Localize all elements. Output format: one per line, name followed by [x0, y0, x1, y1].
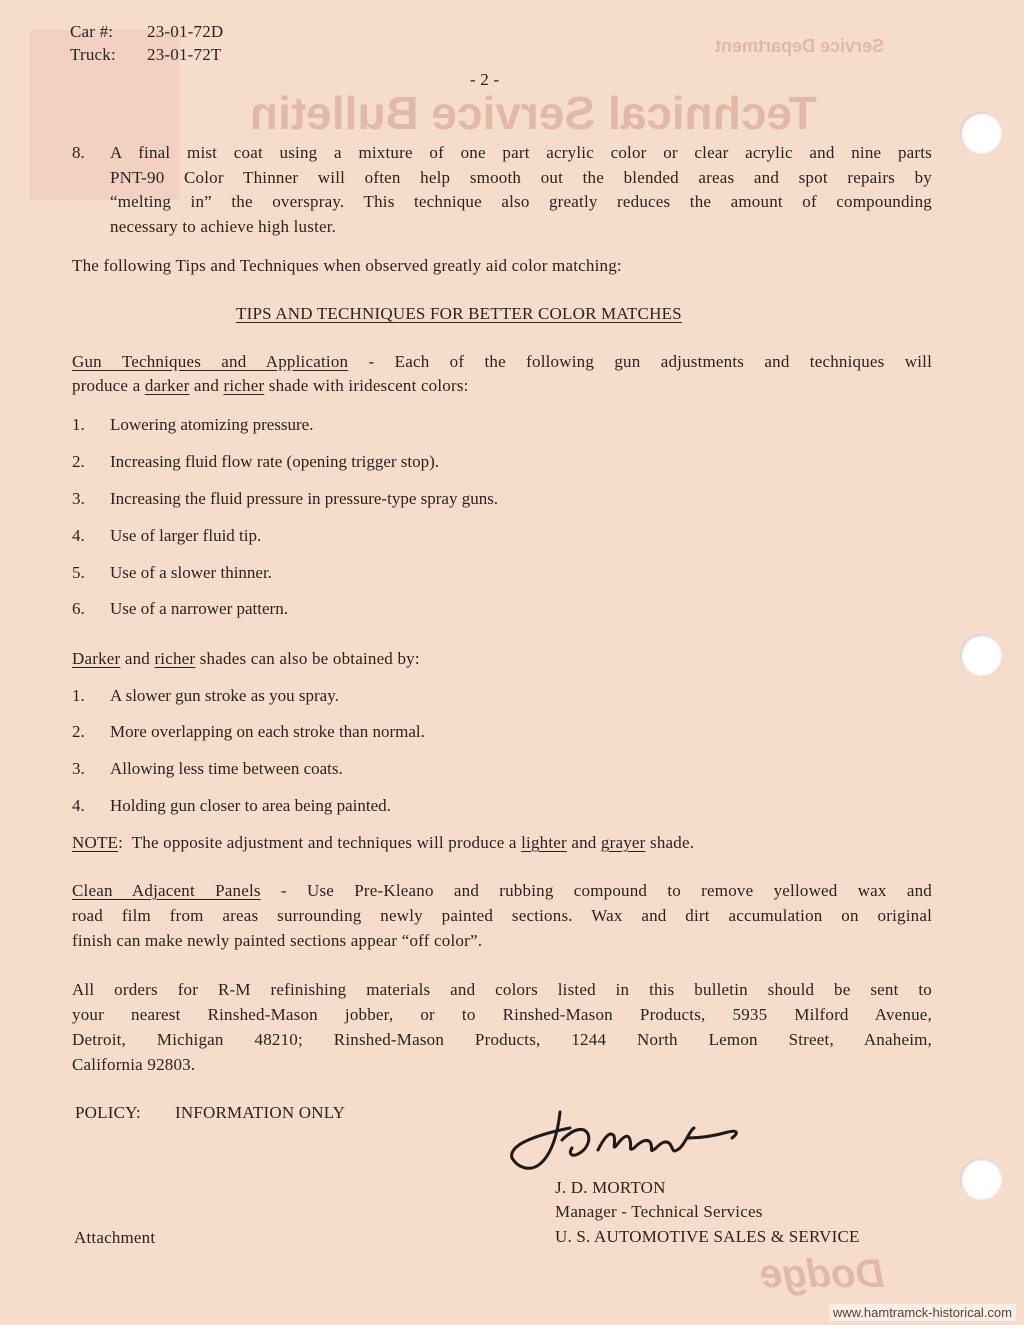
site-watermark: www.hamtramck-historical.com	[829, 1304, 1016, 1321]
darker-item-text: A slower gun stroke as you spray.	[110, 686, 339, 705]
word-lighter: lighter	[521, 833, 567, 852]
darker-item-number: 4.	[72, 796, 85, 815]
bleed-through-dept: Service Department	[715, 36, 885, 56]
item-8-line-2: PNT-90 Color Thinner will often help smooth out the blended areas and spot repairs by	[110, 168, 932, 187]
attachment-label: Attachment	[74, 1228, 156, 1247]
page-number: - 2 -	[470, 70, 500, 89]
gun-item-number: 1.	[72, 415, 85, 434]
text-fragment: and	[566, 833, 601, 852]
clean-panels-line-1	[72, 881, 932, 901]
darker-item-number: 3.	[72, 759, 85, 778]
orders-line-2: your nearest Rinshed-Mason jobber, or to Rinshed-Mason Products, 5935 Milford Avenue,	[72, 1005, 932, 1024]
clean-panels-line-3: finish can make newly painted sections appear “off color”.	[72, 931, 483, 950]
gun-item-text: Increasing fluid flow rate (opening trigger stop).	[110, 452, 440, 471]
orders-line-1: All orders for R-M refinishing materials and colors listed in this bulletin should be sent to	[72, 980, 932, 999]
gun-item-text: Use of a slower thinner.	[110, 563, 272, 582]
bleed-through-logo: Dodge	[760, 1252, 885, 1296]
tips-intro: The following Tips and Techniques when observed greatly aid color matching:	[72, 256, 622, 275]
text-fragment: - Use Pre-Kleano and rubbing compound to remove yellowed wax and	[260, 881, 932, 900]
signer-name: J. D. MORTON	[555, 1178, 666, 1197]
gun-techniques-heading: Gun Techniques and Application	[72, 352, 349, 371]
gun-techniques-intro: - Each of the following gun adjustments and techniques will	[348, 352, 933, 371]
darker-item-number: 2.	[72, 722, 85, 741]
text-fragment: The opposite adjustment and techniques will produce a	[123, 833, 522, 852]
word-darker: darker	[144, 376, 190, 395]
item-8-line-1: A final mist coat using a mixture of one part acrylic color or clear acrylic and nine parts	[110, 143, 932, 162]
darker-item-text: More overlapping on each stroke than normal.	[110, 722, 425, 741]
handwritten-signature	[500, 1102, 760, 1182]
gun-item-text: Use of a narrower pattern.	[110, 599, 288, 618]
gun-item-number: 5.	[72, 563, 85, 582]
word-grayer: grayer	[600, 833, 646, 852]
text-fragment: and	[120, 649, 155, 668]
item-8-number: 8.	[72, 143, 85, 162]
darker-richer-intro	[72, 649, 420, 669]
word-richer: richer	[154, 649, 196, 668]
orders-line-3: Detroit, Michigan 48210; Rinshed-Mason Products, 1244 North Lemon Street, Anaheim,	[72, 1030, 932, 1049]
binder-hole-bottom	[960, 1158, 1002, 1200]
gun-techniques-line-2	[72, 376, 469, 396]
signer-organization: U. S. AUTOMOTIVE SALES & SERVICE	[555, 1227, 860, 1246]
gun-item-text: Increasing the fluid pressure in pressure-type spray guns.	[110, 489, 499, 508]
orders-line-4: California 92803.	[72, 1055, 196, 1074]
gun-techniques-line-1	[72, 352, 932, 372]
gun-item-number: 4.	[72, 526, 85, 545]
item-8-line-3: “melting in” the overspray. This technique also greatly reduces the amount of compounding	[110, 192, 932, 211]
binder-hole-top	[960, 112, 1002, 154]
text-fragment: :	[118, 833, 124, 852]
truck-number: 23-01-72T	[147, 45, 222, 64]
darker-item-text: Allowing less time between coats.	[110, 759, 343, 778]
text-fragment: and	[189, 376, 224, 395]
text-fragment: shade with iridescent colors:	[264, 376, 469, 395]
gun-item-number: 3.	[72, 489, 85, 508]
gun-item-number: 2.	[72, 452, 85, 471]
word-darker: Darker	[72, 649, 121, 668]
gun-item-text: Lowering atomizing pressure.	[110, 415, 314, 434]
gun-item-text: Use of larger fluid tip.	[110, 526, 262, 545]
note-line	[72, 833, 694, 853]
car-number: 23-01-72D	[147, 22, 224, 41]
clean-panels-line-2: road film from areas surrounding newly painted sections. Wax and dirt accumulation on original	[72, 906, 932, 925]
car-label: Car #:	[70, 22, 114, 41]
bleed-through-title: Technical Service Bulletin	[250, 87, 817, 139]
text-fragment: shade.	[645, 833, 695, 852]
policy-value: INFORMATION ONLY	[175, 1103, 346, 1122]
text-fragment: shades can also be obtained by:	[195, 649, 420, 668]
clean-panels-heading: Clean Adjacent Panels	[72, 881, 261, 900]
section-title: TIPS AND TECHNIQUES FOR BETTER COLOR MATCHES	[236, 304, 682, 323]
darker-item-number: 1.	[72, 686, 85, 705]
text-fragment: produce a	[72, 376, 145, 395]
policy-label: POLICY:	[75, 1103, 141, 1122]
item-8-line-4: necessary to achieve high luster.	[110, 217, 337, 236]
gun-item-number: 6.	[72, 599, 85, 618]
binder-hole-middle	[960, 634, 1002, 676]
word-richer: richer	[223, 376, 265, 395]
signer-title: Manager - Technical Services	[555, 1202, 763, 1221]
darker-item-text: Holding gun closer to area being painted.	[110, 796, 391, 815]
note-label: NOTE	[72, 833, 119, 852]
truck-label: Truck:	[70, 45, 116, 64]
